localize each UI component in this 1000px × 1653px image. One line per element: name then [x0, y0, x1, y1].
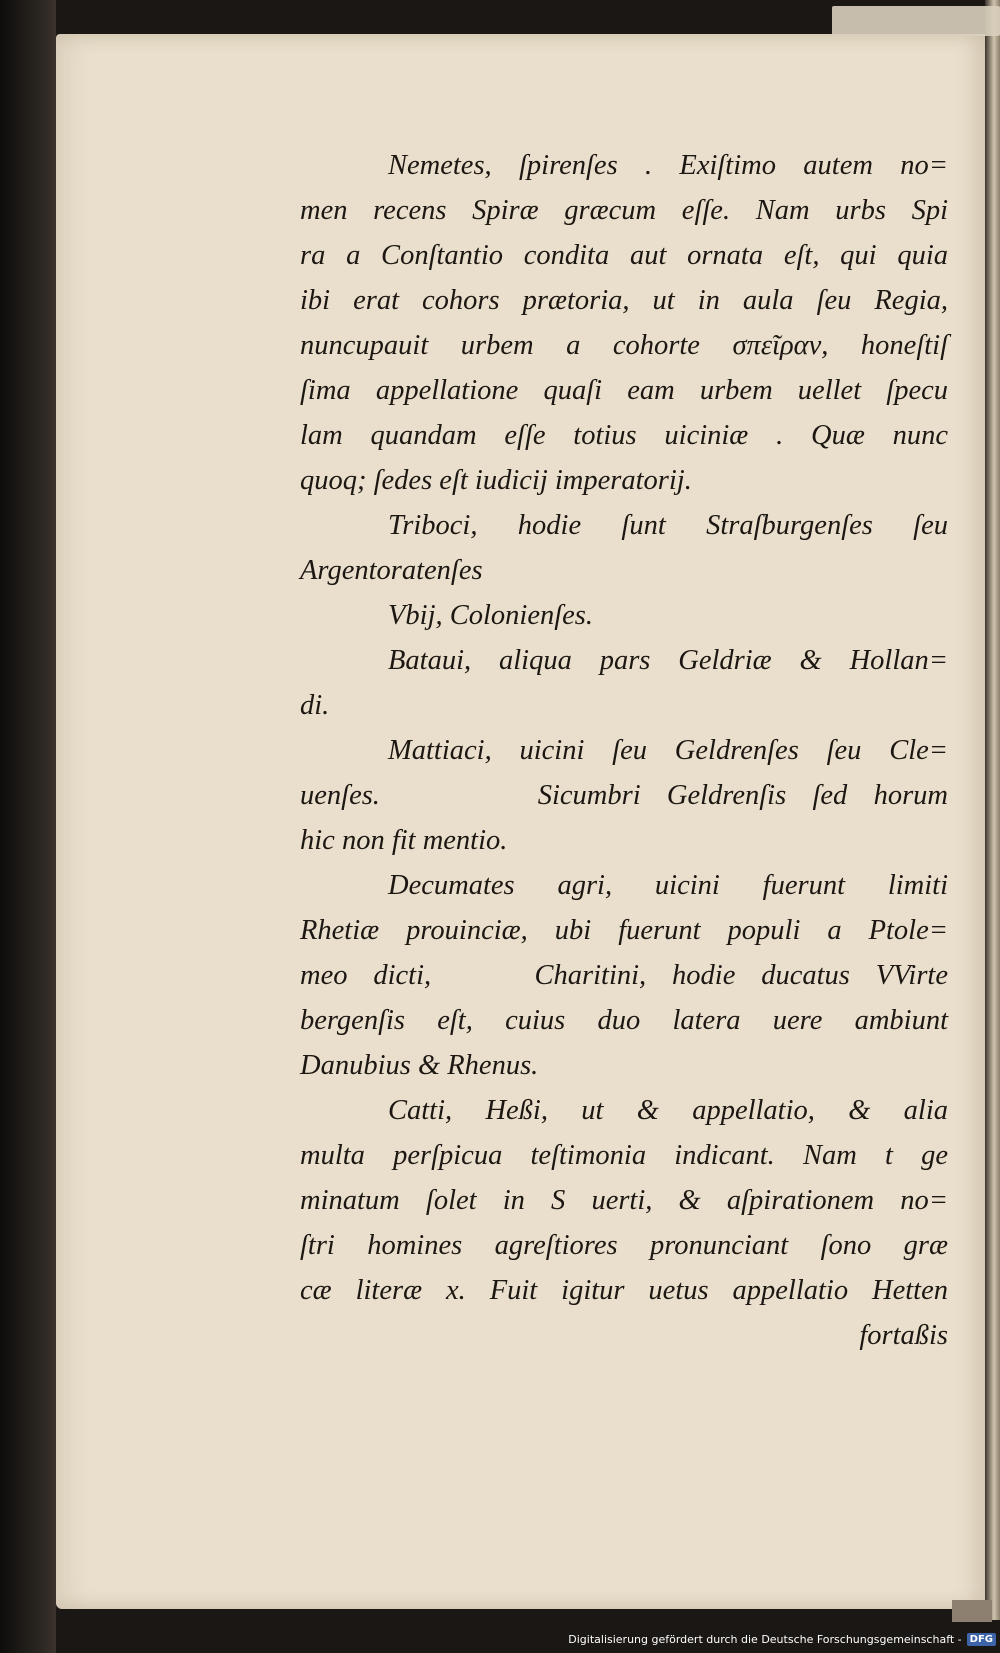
text-line: di.: [300, 690, 330, 721]
dfg-logo-icon: DFG: [967, 1633, 996, 1646]
text-line: Danubius & Rhenus.: [300, 1050, 539, 1081]
credit-text: Digitalisierung gefördert durch die Deutsche Forschungsgemeinschaft -: [568, 1632, 962, 1646]
text-line: men recens Spiræ græcum eſſe. Nam urbs Spi: [300, 195, 948, 226]
text-line: Bataui, aliqua pars Geldriæ & Hollan=: [388, 645, 948, 676]
text-line: Mattiaci, uicini ſeu Geldrenſes ſeu Cle=: [388, 735, 948, 766]
page-corner: [952, 1600, 992, 1622]
text-line: Nemetes, ſpirenſes . Exiſtimo autem no=: [388, 150, 948, 181]
page-edge: [985, 0, 1000, 1620]
catchword: fortaßis: [859, 1320, 948, 1351]
text-line: Vbij, Colonienſes.: [388, 600, 594, 631]
text-line: Catti, Heßi, ut & appellatio, & alia: [388, 1095, 948, 1126]
text-line: ſima appellatione quaſi eam urbem uellet ſpecu: [300, 375, 948, 406]
next-page-edge: [832, 6, 1000, 36]
page-text: [300, 143, 948, 1358]
text-line: ibi erat cohors prætoria, ut in aula ſeu Regia,: [300, 285, 948, 316]
text-line: lam quandam eſſe totius uiciniæ . Quæ nunc: [300, 420, 948, 451]
text-line: ſtri homines agreſtiores pronunciant ſono græ: [300, 1230, 948, 1261]
book-spine-shadow: [0, 0, 56, 1653]
text-line: meo dicti, Charitini, hodie ducatus VVirte: [300, 960, 948, 991]
digitization-credit: [568, 1629, 996, 1649]
text-line: Rhetiæ prouinciæ, ubi fuerunt populi a Ptole=: [300, 915, 948, 946]
text-line: minatum ſolet in S uerti, & aſpirationem no=: [300, 1185, 948, 1216]
text-line: Triboci, hodie ſunt Straſburgenſes ſeu: [388, 510, 948, 541]
text-line: uenſes. Sicumbri Geldrenſis ſed horum: [300, 780, 948, 811]
text-line: Argentoratenſes: [300, 555, 483, 586]
text-line: ra a Conſtantio condita aut ornata eſt, qui quia: [300, 240, 948, 271]
text-line: hic non fit mentio.: [300, 825, 508, 856]
text-line: quoq; ſedes eſt iudicij imperatorij.: [300, 465, 692, 496]
text-line: Decumates agri, uicini fuerunt limiti: [388, 870, 948, 901]
text-line: cæ literæ x. Fuit igitur uetus appellatio Hetten: [300, 1275, 948, 1306]
text-line: nuncupauit urbem a cohorte σπεῖραν, honeſtiſ: [300, 330, 948, 361]
text-line: multa perſpicua teſtimonia indicant. Nam t ge: [300, 1140, 948, 1171]
text-line: bergenſis eſt, cuius duo latera uere ambiunt: [300, 1005, 948, 1036]
